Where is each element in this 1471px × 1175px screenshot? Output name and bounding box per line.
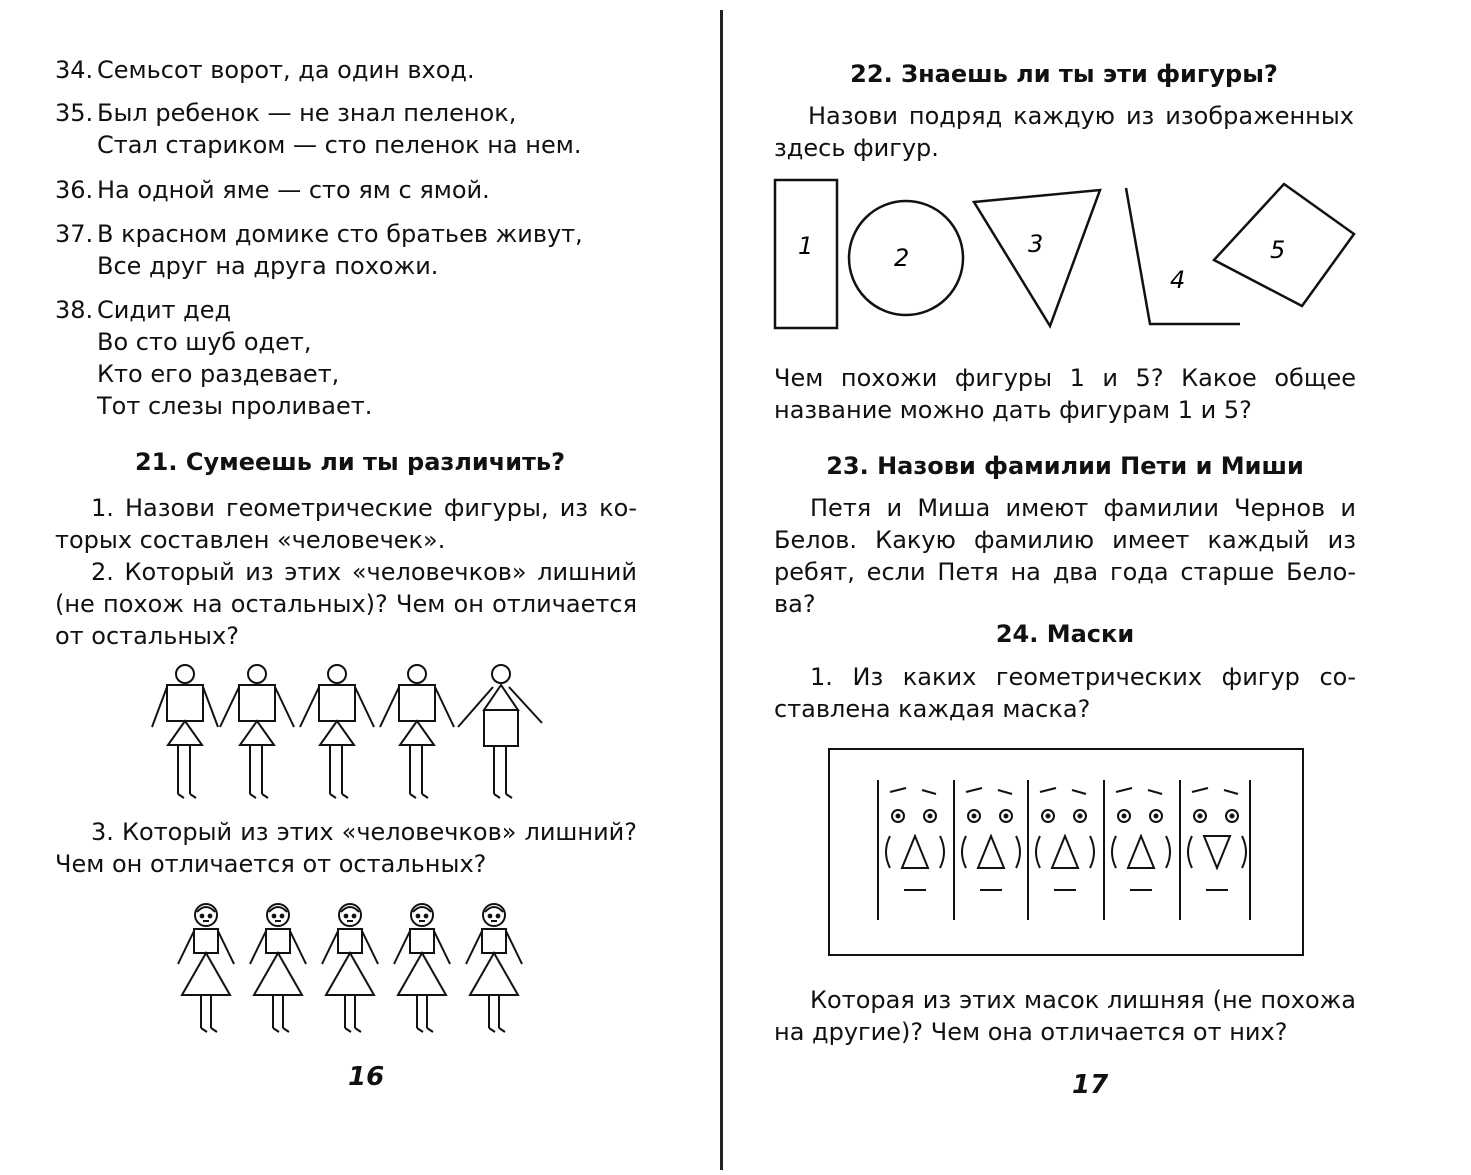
riddle-38-line [55, 326, 312, 358]
left-page [0, 0, 720, 1175]
figure-label-5: 5 [1270, 236, 1286, 264]
figure-triangle [974, 190, 1100, 326]
man-figure-4 [380, 665, 454, 798]
masks-illustration [828, 748, 1304, 956]
section24-question-1: 1. Из каких геометрических фигур составлена каждая маска? [774, 663, 1356, 723]
geometric-figures-illustration [774, 176, 1364, 336]
section21-question-2: 2. Который из этих «человечков» лишний (не похож на остальных)? Чем он отличается от остальных? [55, 558, 637, 650]
page-number-right: 17 [1072, 1070, 1109, 1100]
men-figures-illustration [140, 660, 550, 805]
page-number-left: 16 [348, 1062, 385, 1092]
mask-4 [1104, 780, 1170, 920]
figure-label-4: 4 [1170, 266, 1186, 294]
right-page [724, 0, 1471, 1175]
section23-title: 23. Назови фамилии Пети и Миши [826, 452, 1304, 480]
figure-label-1: 1 [798, 232, 814, 260]
riddle-text: Стал стариком — сто пеленок на нем. [97, 131, 582, 159]
riddle-text: Все друг на друга похожи. [97, 252, 439, 280]
riddle-text: В красном домике сто братьев живут, [97, 220, 583, 248]
riddle-35-line [55, 97, 516, 129]
riddle-number: 36. [55, 176, 94, 204]
man-figure-3 [300, 665, 374, 798]
section21-title: 21. Сумеешь ли ты различить? [134, 448, 566, 476]
section21-question-3: 3. Который из этих «человечков» лишний? Чем он отличается от остальных? [55, 818, 637, 878]
riddle-text: На одной яме — сто ям с ямой. [97, 176, 490, 204]
section24-title: 24. Маски [995, 620, 1135, 648]
figure-angle [1126, 188, 1240, 324]
women-figures-illustration [170, 902, 530, 1042]
mask-5 [1180, 780, 1246, 920]
riddle-text: Сидит дед [97, 296, 232, 324]
woman-figure-4 [394, 904, 450, 1032]
riddle-34-line [55, 54, 475, 86]
book-spine [720, 10, 723, 1170]
section22-question: Чем похожи фигуры 1 и 5? Какое общее название можно дать фигурам 1 и 5? [774, 364, 1356, 424]
man-figure-1 [152, 665, 218, 798]
man-figure-5-odd [458, 665, 542, 798]
man-figure-2 [220, 665, 294, 798]
section22-intro: Назови подряд каждую из изображенных здесь фигур. [774, 102, 1354, 162]
section22-title: 22. Знаешь ли ты эти фигуры? [850, 60, 1278, 88]
woman-figure-3 [322, 904, 378, 1032]
riddle-number: 35. [55, 99, 94, 127]
mask-3 [1028, 780, 1094, 920]
riddle-number: 37. [55, 220, 94, 248]
figure-label-2: 2 [894, 244, 910, 272]
riddle-text: Тот слезы проливает. [97, 392, 373, 420]
section23-text: Петя и Миша имеют фамилии Чернов и Белов. Какую фамилию имеет каждый из ребят, если Петя на два года старше Белова? [774, 494, 1356, 618]
figure-label-3: 3 [1028, 230, 1044, 258]
riddle-37-line [55, 218, 583, 250]
riddle-38-line [55, 390, 372, 422]
riddle-37-line [55, 250, 438, 282]
riddle-35-line [55, 129, 581, 161]
woman-figure-2 [250, 904, 306, 1032]
section21-question-1: 1. Назови геометрические фигуры, из которых составлен «человечек». [55, 494, 637, 554]
riddle-text: Во сто шуб одет, [97, 328, 312, 356]
riddle-36-line [55, 174, 490, 206]
woman-figure-5 [466, 904, 522, 1032]
riddle-text: Семьсот ворот, да один вход. [97, 56, 475, 84]
mask-1 [878, 780, 944, 920]
riddle-text: Был ребенок — не знал пеленок, [97, 99, 517, 127]
riddle-text: Кто его раздевает, [97, 360, 340, 388]
riddle-38-line [55, 358, 339, 390]
section24-question-2: Которая из этих масок лишняя (не похожа на другие)? Чем она отличается от них? [774, 986, 1356, 1046]
riddle-number: 38. [55, 296, 94, 324]
riddle-38-line [55, 294, 231, 326]
woman-figure-1 [178, 904, 234, 1032]
mask-2 [954, 780, 1020, 920]
riddle-number: 34. [55, 56, 94, 84]
